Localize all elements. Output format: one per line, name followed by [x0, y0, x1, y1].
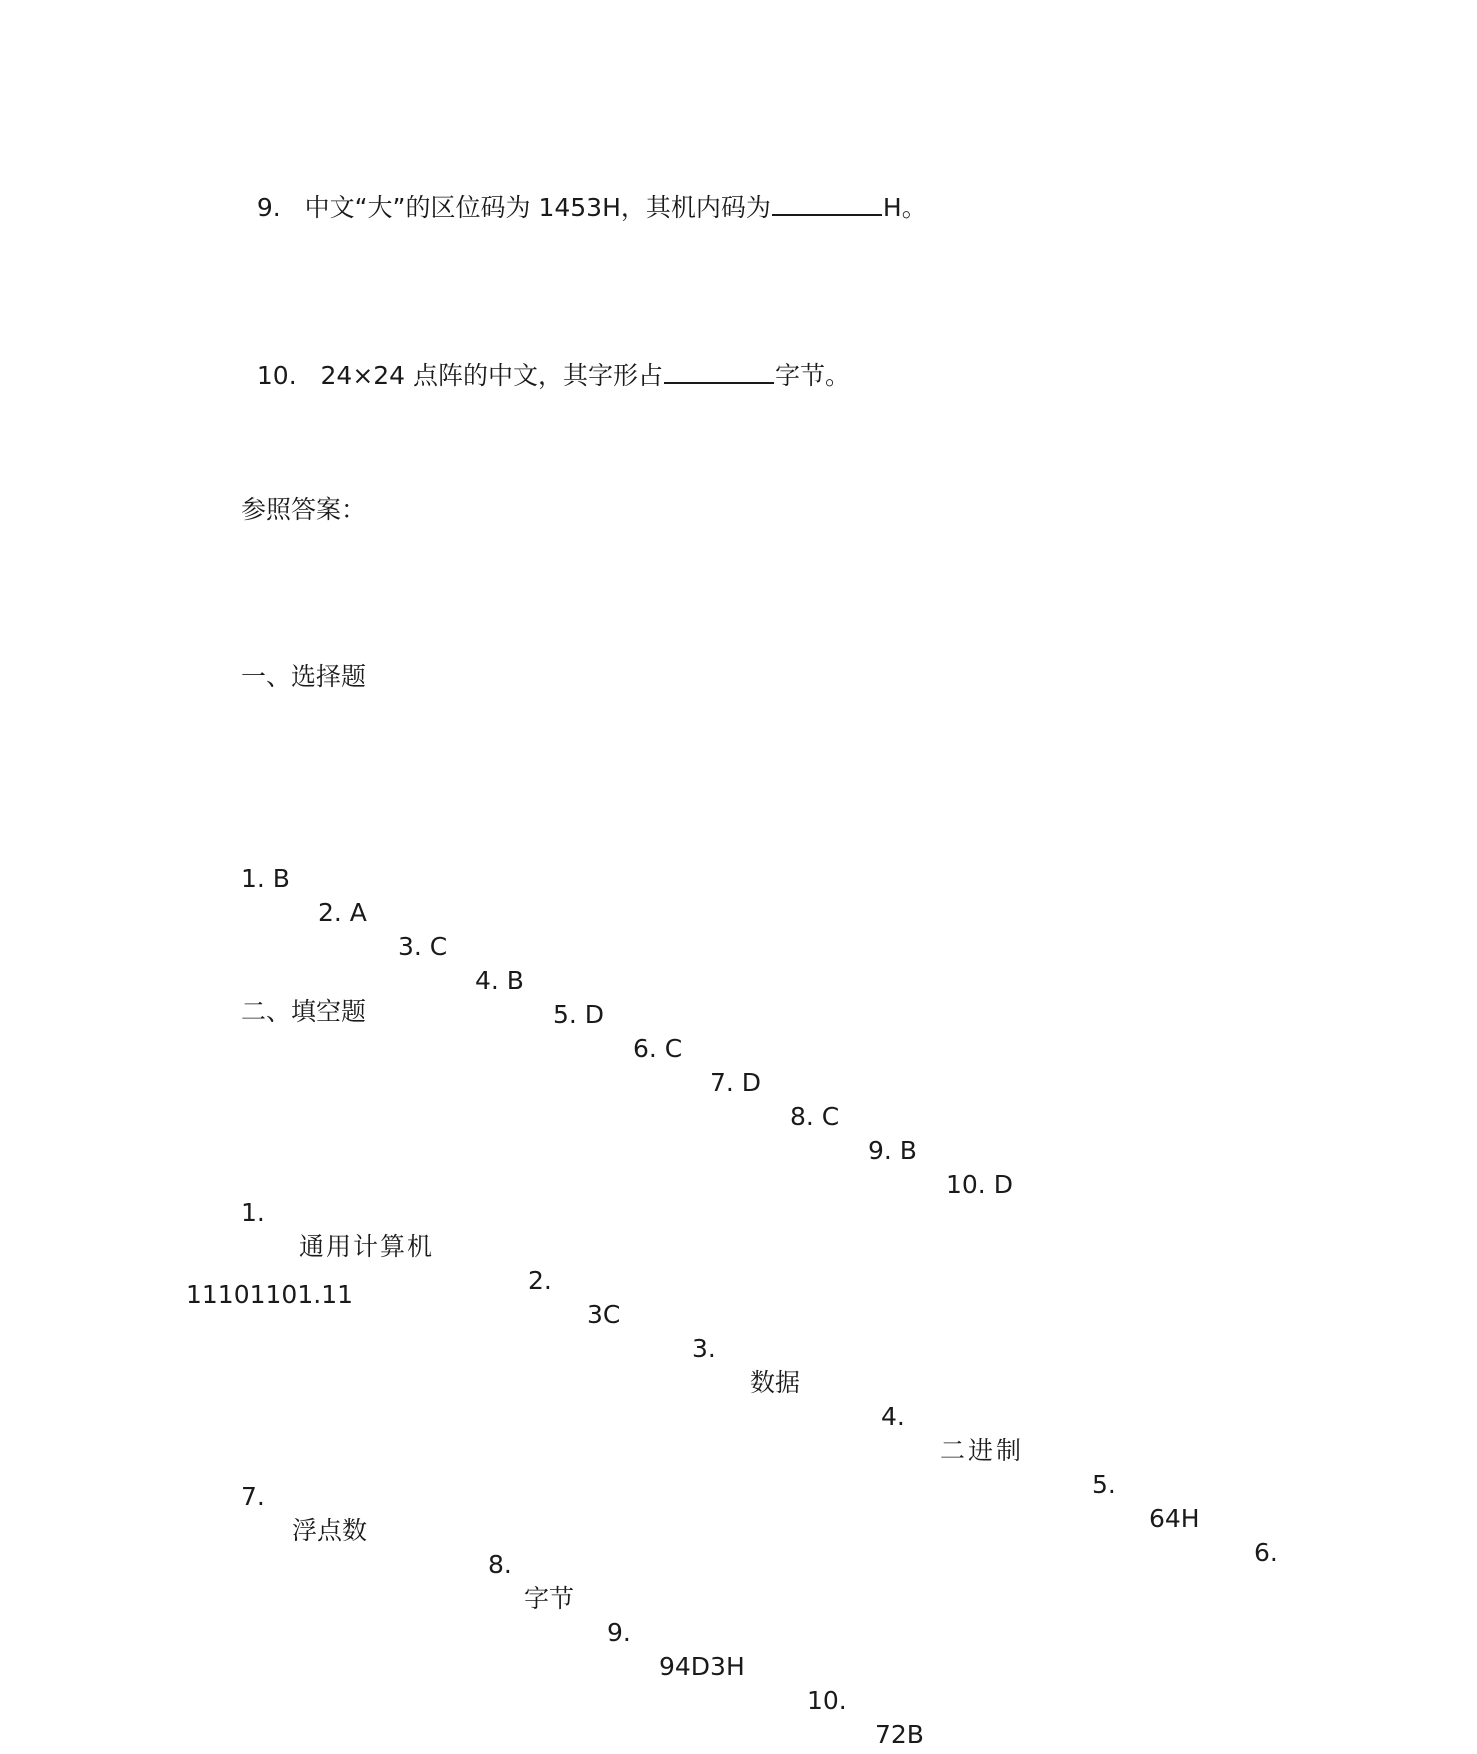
- choice-answer: 5. D: [553, 1000, 605, 1029]
- choice-answer: 2. A: [318, 898, 367, 927]
- question-text: 24×24 点阵的中文，其字形占: [320, 361, 664, 390]
- choice-answer: 10. D: [946, 1170, 1013, 1199]
- fill-answer-number: 2.: [528, 1266, 552, 1295]
- fill-answer-number: 5.: [1092, 1470, 1116, 1499]
- question-9: [241, 157, 927, 225]
- choice-answer: 1. B: [241, 864, 290, 893]
- question-10: [241, 325, 850, 393]
- question-text: 中文“大”的区位码为 1453H，其机内码为: [304, 193, 771, 222]
- fill-answer-value: 94D3H: [659, 1652, 745, 1681]
- fill-answer-value: 二进制: [940, 1436, 1025, 1465]
- fill-answer-value: 72B: [875, 1720, 924, 1749]
- answer-blank[interactable]: [772, 192, 882, 216]
- fill-answer-number: 9.: [607, 1618, 631, 1647]
- fill-answer-value: 字节: [524, 1584, 575, 1613]
- choice-answer: 6. C: [633, 1034, 683, 1063]
- question-text-suffix: H。: [882, 193, 927, 222]
- fill-answer-number: 4.: [881, 1402, 905, 1431]
- fill-answer-value: 11101101.11: [186, 1280, 354, 1309]
- fill-answers-row: [241, 1446, 1141, 1749]
- choice-answer: 3. C: [398, 932, 448, 961]
- choice-answer: 9. B: [868, 1136, 917, 1165]
- fill-section-heading: 二、填空题: [241, 997, 367, 1026]
- fill-answer-number: 6.: [1254, 1538, 1278, 1567]
- choice-answer: 7. D: [710, 1068, 762, 1097]
- fill-answer-value: 数据: [750, 1368, 801, 1397]
- fill-answer-number: 3.: [692, 1334, 716, 1363]
- question-text-suffix: 字节。: [775, 361, 851, 390]
- fill-answer-value: 64H: [1149, 1504, 1200, 1533]
- fill-answer-number: 7.: [241, 1482, 265, 1511]
- answers-heading: 参照答案：: [241, 495, 367, 524]
- fill-answer-value: 通用计算机: [299, 1232, 435, 1261]
- fill-answer-value: 浮点数: [292, 1516, 368, 1545]
- question-number: 9.: [256, 193, 281, 222]
- choice-section-heading: 一、选择题: [241, 662, 367, 691]
- choice-answer: 4. B: [475, 966, 524, 995]
- fill-answer-number: 10.: [807, 1686, 847, 1715]
- question-number: 10.: [256, 361, 297, 390]
- fill-answer-value: 3C: [587, 1300, 621, 1329]
- answer-blank[interactable]: [664, 360, 774, 384]
- choice-answer: 8. C: [790, 1102, 840, 1131]
- fill-answer-number: 1.: [241, 1198, 265, 1227]
- fill-answer-number: 8.: [488, 1550, 512, 1579]
